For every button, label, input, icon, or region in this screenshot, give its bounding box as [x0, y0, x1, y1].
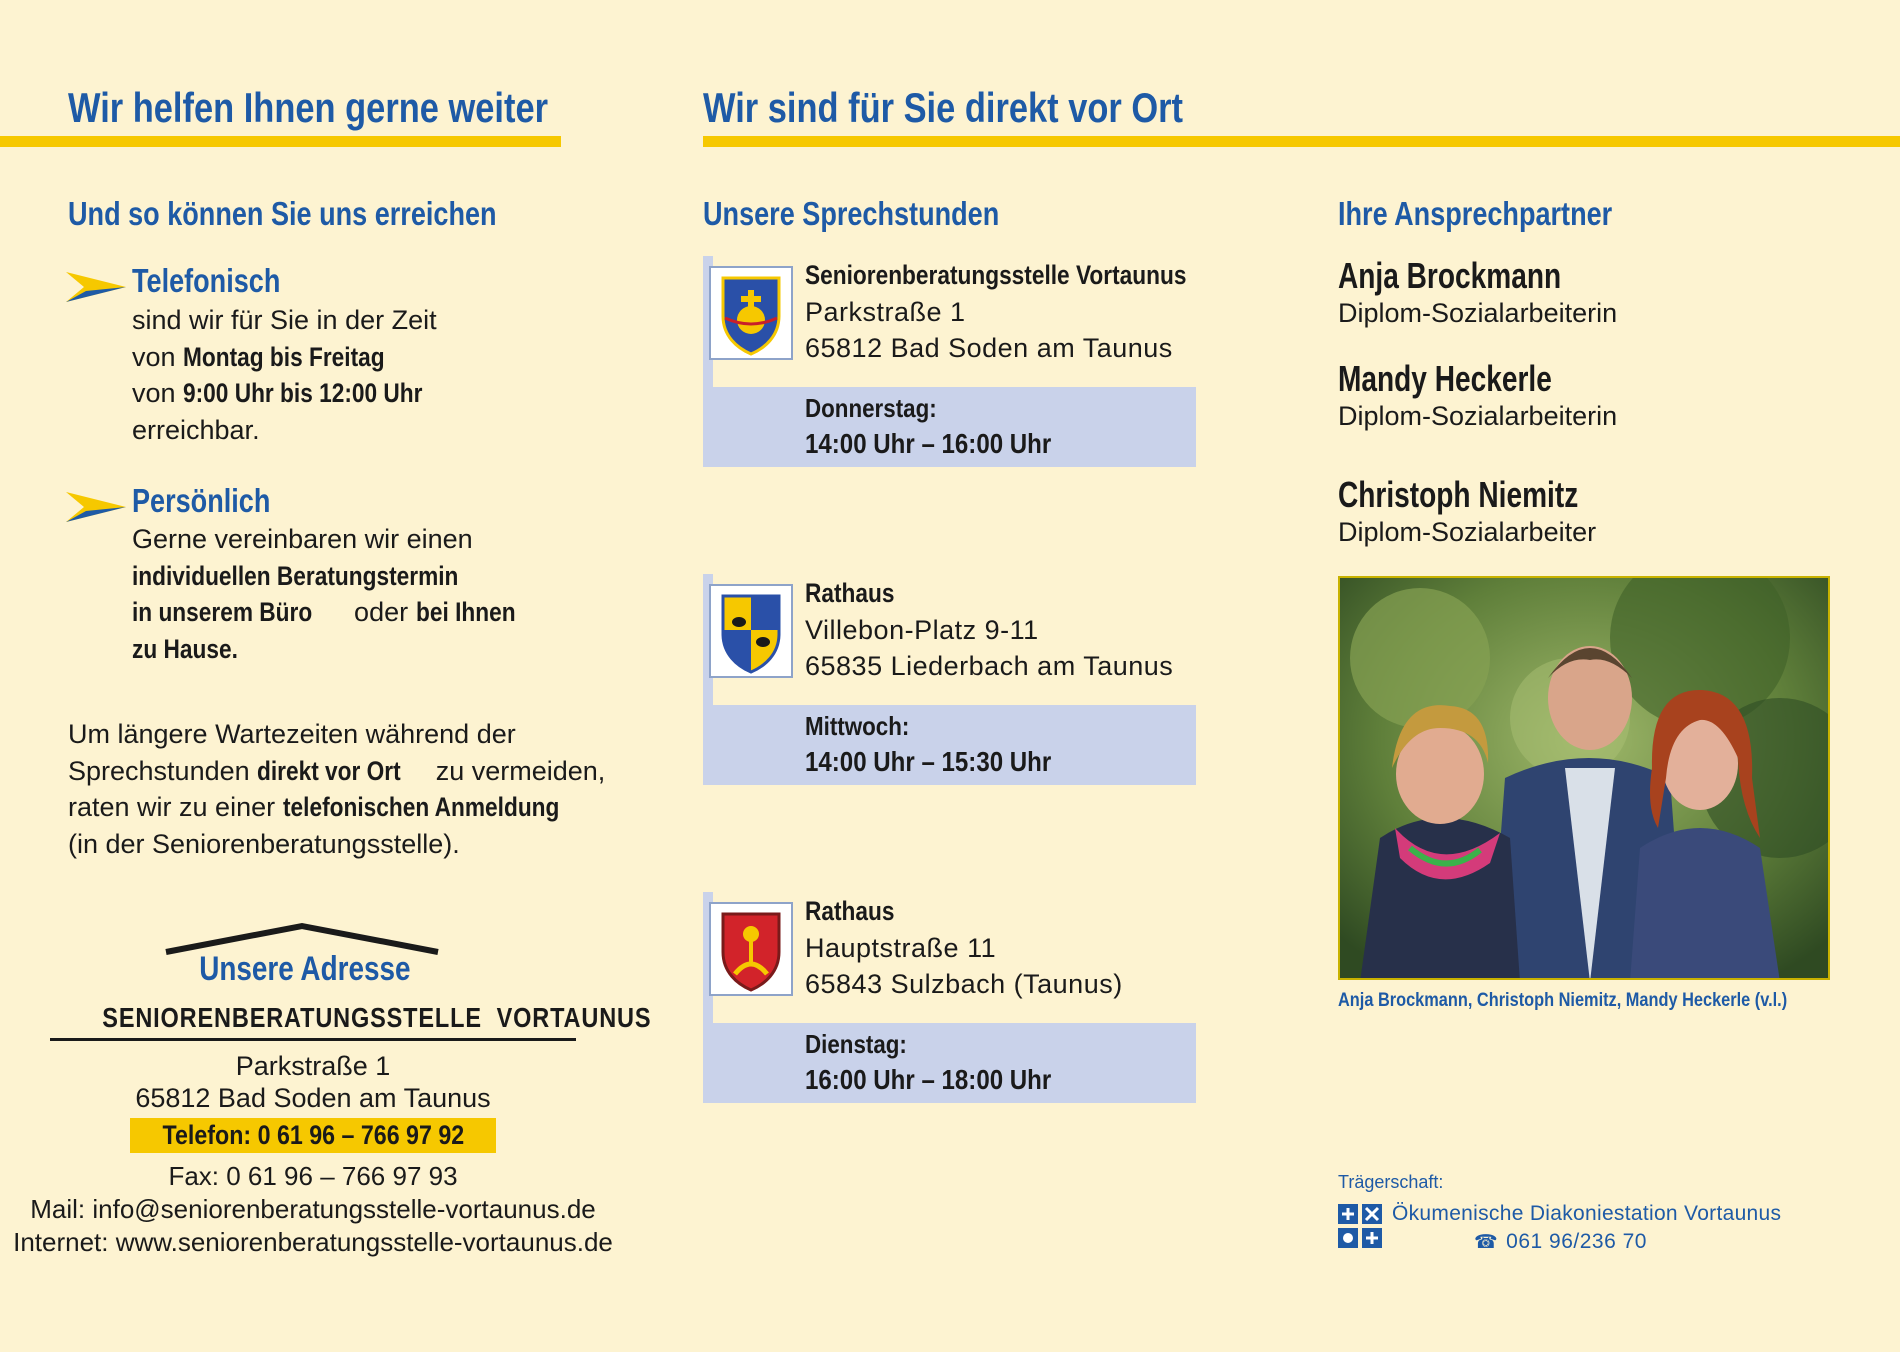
note-line1: Um längere Wartezeiten während der: [68, 719, 516, 749]
phone-days: Montag bis Freitag: [183, 341, 385, 372]
phone-title: Telefonisch: [132, 262, 281, 299]
left-heading: Wir helfen Ihnen gerne weiter: [68, 84, 549, 131]
diakonie-logo-icon: [1338, 1204, 1384, 1250]
address-contact: [0, 1160, 626, 1259]
bad-soden-crest-icon: [709, 266, 793, 360]
address-fax: Fax: 0 61 96 – 766 97 93: [168, 1161, 458, 1191]
note-line2: [68, 753, 612, 790]
phone-line1: sind wir für Sie in der Zeit: [132, 305, 437, 335]
sponsor-label: Trägerschaft:: [1338, 1172, 1444, 1192]
sponsor-phone[interactable]: 061 96/236 70: [1506, 1230, 1647, 1253]
contact-3-role: Diplom-Sozialarbeiter: [1338, 517, 1597, 547]
photo-caption: Anja Brockmann, Christoph Niemitz, Mandy Heckerle (v.l.): [1338, 990, 1788, 1011]
personal-line3-mid: oder: [346, 597, 416, 627]
phone-line2-pre: von: [132, 341, 184, 372]
sulzbach-crest-icon: [709, 902, 793, 996]
personal-office: in unserem Büro: [132, 597, 313, 627]
contact-3-name: Christoph Niemitz: [1338, 474, 1579, 515]
contacts-subheading: Ihre Ansprechpartner: [1338, 195, 1613, 232]
note-phone-registration: telefonischen Anmeldung: [282, 792, 559, 822]
phone-text: [132, 302, 468, 448]
note-line2-post: zu vermeiden,: [428, 755, 606, 786]
location-3-day: Dienstag:: [805, 1029, 907, 1059]
note-line4: (in der Seniorenberatungsstelle).: [68, 828, 460, 859]
personal-line2: individuellen Beratungstermin: [132, 560, 459, 591]
location-1-time: 14:00 Uhr – 16:00 Uhr: [805, 428, 1052, 459]
location-3-street: Hauptstraße 11: [805, 933, 997, 963]
team-photo: [1338, 576, 1830, 980]
location-2-time: 14:00 Uhr – 15:30 Uhr: [805, 746, 1052, 777]
address-street: Parkstraße 1: [235, 1051, 391, 1081]
phone-hours: 9:00 Uhr bis 12:00 Uhr: [183, 378, 423, 408]
hours-subheading: Unsere Sprechstunden: [703, 195, 1000, 232]
contact-2-role: Diplom-Sozialarbeiterin: [1338, 401, 1618, 431]
liederbach-crest-icon: [709, 584, 793, 678]
location-2-day: Mittwoch:: [805, 711, 910, 741]
phone-line3-pre: von: [132, 378, 184, 408]
personal-home: bei Ihnen: [415, 597, 516, 627]
sponsor-phone-row: [1474, 1230, 1647, 1254]
location-3-time: 16:00 Uhr – 18:00 Uhr: [805, 1064, 1052, 1095]
address-org-wrap: [50, 1002, 652, 1034]
address-city: 65812 Bad Soden am Taunus: [135, 1083, 491, 1113]
middle-heading: Wir sind für Sie direkt vor Ort: [703, 84, 1184, 131]
location-1-street: Parkstraße 1: [805, 297, 966, 327]
phone-line2: [132, 339, 468, 376]
left-heading-underline: [0, 136, 561, 147]
contact-1-name: Anja Brockmann: [1338, 255, 1562, 296]
contact-subheading: Und so können Sie uns erreichen: [68, 195, 497, 232]
personal-line3: [132, 594, 534, 631]
contact-2-name: Mandy Heckerle: [1338, 358, 1552, 399]
address-mail[interactable]: Mail: info@seniorenberatungsstelle-vortaunus.de: [30, 1194, 596, 1224]
personal-text: [132, 521, 534, 667]
note-line2-pre: Sprechstunden: [68, 755, 258, 786]
middle-heading-underline: [703, 136, 1900, 147]
telephone-icon: ☎: [1474, 1232, 1499, 1253]
address-phone-wrap: [0, 1118, 626, 1153]
address-block: [0, 1050, 626, 1114]
location-1-name: Seniorenberatungsstelle Vortaunus: [805, 260, 1187, 290]
pennant-arrow-icon: [66, 490, 126, 524]
sponsor-name: Ökumenische Diakoniestation Vortaunus: [1392, 1202, 1782, 1225]
address-phone[interactable]: Telefon: 0 61 96 – 766 97 92: [162, 1120, 464, 1150]
address-phone-highlight: [130, 1118, 497, 1153]
address-org: SENIORENBERATUNGSSTELLE VORTAUNUS: [102, 1002, 652, 1033]
address-web[interactable]: Internet: www.seniorenberatungsstelle-vortaunus.de: [13, 1227, 613, 1257]
location-3-city: 65843 Sulzbach (Taunus): [805, 969, 1123, 999]
address-divider: [50, 1038, 576, 1041]
location-3-name: Rathaus: [805, 896, 895, 926]
location-1-day: Donnerstag:: [805, 393, 937, 423]
pennant-arrow-icon: [66, 270, 126, 304]
waiting-note: [68, 716, 612, 862]
note-line3-pre: raten wir zu einer: [68, 792, 283, 822]
contact-1-role: Diplom-Sozialarbeiterin: [1338, 298, 1618, 328]
note-direct: direkt vor Ort: [257, 755, 401, 786]
location-2-street: Villebon-Platz 9-11: [805, 615, 1039, 645]
location-1-city: 65812 Bad Soden am Taunus: [805, 333, 1173, 363]
personal-line1: Gerne vereinbaren wir einen: [132, 524, 473, 554]
location-2-city: 65835 Liederbach am Taunus: [805, 651, 1174, 681]
phone-line4: erreichbar.: [132, 414, 260, 445]
address-title-wrap: [0, 950, 610, 989]
phone-line3: [132, 375, 468, 412]
location-2-name: Rathaus: [805, 578, 895, 608]
personal-title: Persönlich: [132, 482, 271, 519]
personal-line4: zu Hause.: [132, 633, 238, 664]
address-title: Unsere Adresse: [199, 950, 411, 988]
note-line3: [68, 789, 612, 826]
